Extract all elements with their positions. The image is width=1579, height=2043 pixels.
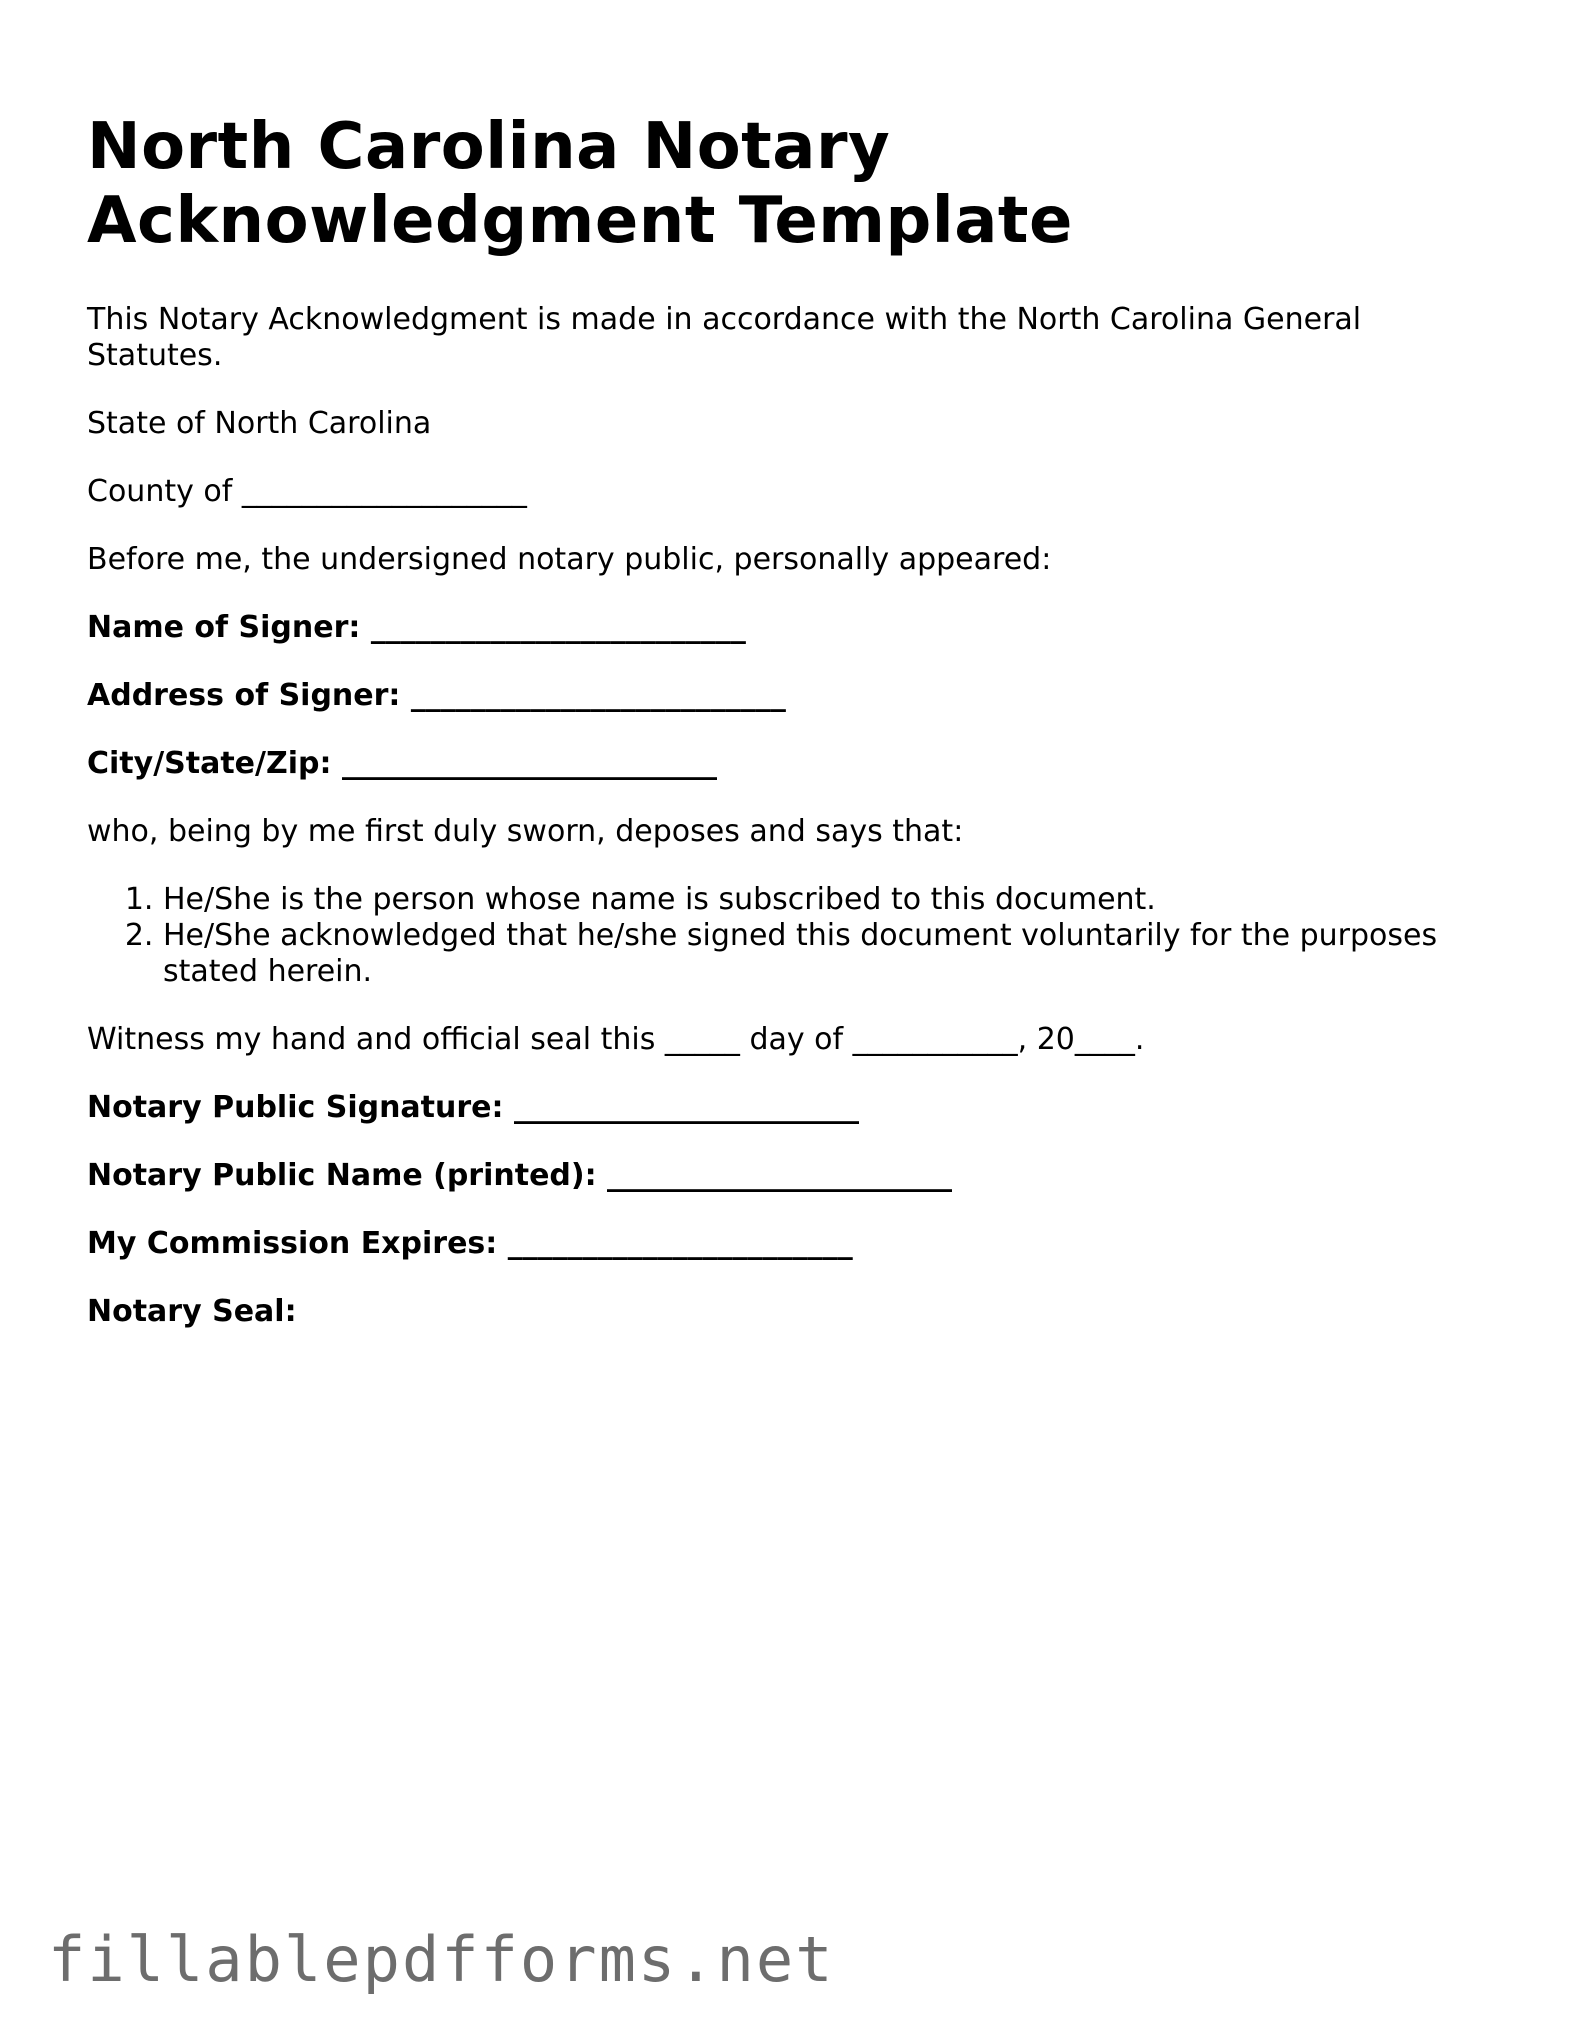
statements-list (87, 882, 1487, 990)
signer-city-state-zip-field: City/State/Zip: _________________________ (87, 746, 717, 781)
before-me-paragraph: Before me, the undersigned notary public, personally appeared: (87, 542, 1052, 577)
notary-signature-field: Notary Public Signature: _______________________ (87, 1090, 859, 1125)
signer-address-field: Address of Signer: _________________________ (87, 678, 786, 713)
document-page (87, 110, 1487, 1362)
intro-paragraph: This Notary Acknowledgment is made in accordance with the North Carolina General Statutes. (87, 302, 1371, 373)
watermark: fillablepdfforms.net (48, 1923, 835, 1996)
page-title: North Carolina Notary Acknowledgment Template (87, 110, 1073, 258)
list-item: 2. He/She acknowledged that he/she signed this document voluntarily for the purposes stated herein. (163, 918, 1487, 990)
witness-line: Witness my hand and official seal this _____ day of ___________, 20____. (87, 1022, 1145, 1057)
list-item: 1. He/She is the person whose name is subscribed to this document. (163, 882, 1487, 918)
notary-name-field: Notary Public Name (printed): _______________________ (87, 1158, 953, 1193)
commission-expires-field: My Commission Expires: _______________________ (87, 1226, 853, 1261)
state-line: State of North Carolina (87, 406, 432, 441)
notary-seal-label: Notary Seal: (87, 1294, 297, 1329)
signer-name-field: Name of Signer: _________________________ (87, 610, 746, 645)
county-field: County of ___________________ (87, 474, 527, 509)
sworn-paragraph: who, being by me first duly sworn, deposes and says that: (87, 814, 964, 849)
